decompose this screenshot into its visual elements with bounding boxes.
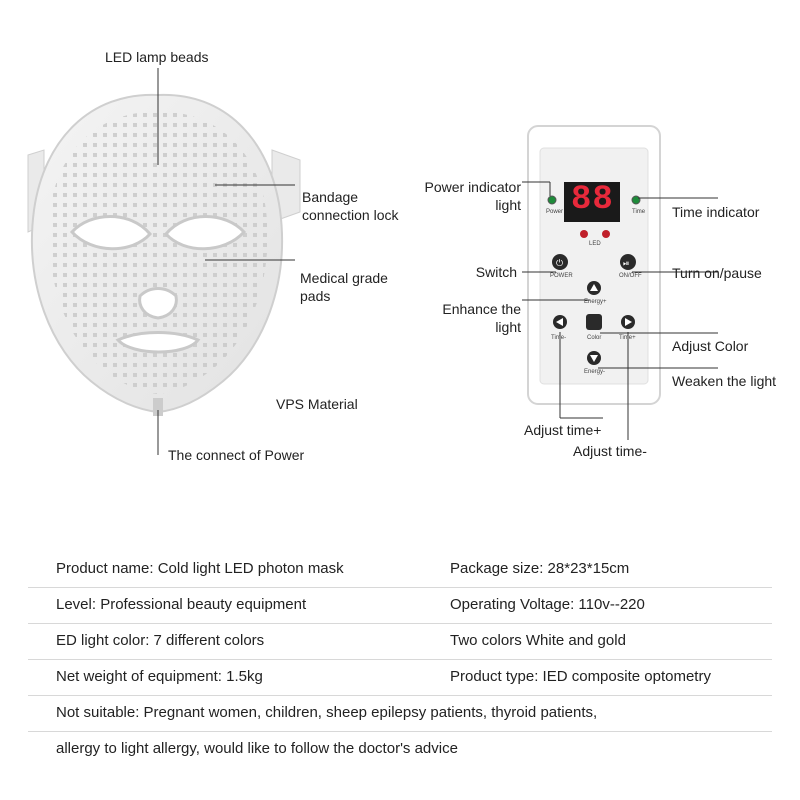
time-plus-button[interactable]: Time+ bbox=[619, 335, 636, 341]
label-small-time: Time bbox=[632, 209, 646, 215]
label-connect-of-power: The connect of Power bbox=[168, 447, 305, 463]
label-switch: Switch bbox=[475, 264, 517, 280]
power-button[interactable]: POWER bbox=[550, 273, 573, 279]
label-medical-grade-pads: Medical grade pads bbox=[300, 270, 388, 304]
energy-minus-button[interactable]: Energy- bbox=[584, 369, 606, 375]
spec-row bbox=[28, 695, 772, 732]
label-bandage-connection-lock: Bandage connection lock bbox=[302, 189, 399, 223]
mask-nose bbox=[140, 289, 177, 319]
onoff-button[interactable]: ON/OFF bbox=[619, 273, 642, 279]
spec-cell: Package size: 28*23*15cm bbox=[450, 560, 630, 577]
display-digits: 88 bbox=[571, 181, 614, 219]
svg-text:⏯: ⏯ bbox=[623, 259, 630, 268]
spec-note-line: Not suitable: Pregnant women, children, sheep epilepsy patients, thyroid patients, bbox=[56, 704, 598, 721]
mask-mouth bbox=[118, 333, 198, 353]
spec-cell: Operating Voltage: 110v--220 bbox=[450, 596, 645, 613]
label-weaken-the-light: Weaken the light bbox=[672, 373, 777, 389]
spec-cell: Level: Professional beauty equipment bbox=[56, 596, 307, 613]
label-small-led: LED bbox=[589, 241, 601, 247]
label-vps-material: VPS Material bbox=[276, 396, 358, 412]
label-time-indicator: Time indicator bbox=[672, 204, 760, 220]
spec-note-line: allergy to light allergy, would like to follow the doctor's advice bbox=[56, 740, 458, 757]
spec-cell: Two colors White and gold bbox=[450, 632, 626, 649]
energy-plus-button[interactable]: Energy+ bbox=[584, 299, 607, 305]
spec-row bbox=[28, 623, 772, 660]
spec-row bbox=[28, 551, 772, 588]
svg-text:⏻: ⏻ bbox=[556, 258, 564, 268]
color-button[interactable]: Color bbox=[587, 335, 602, 341]
spec-row bbox=[28, 659, 772, 696]
spec-cell: Product type: IED composite optometry bbox=[450, 668, 711, 685]
label-led-lamp-beads: LED lamp beads bbox=[105, 49, 209, 65]
spec-row bbox=[28, 731, 772, 767]
label-adjust-color: Adjust Color bbox=[672, 338, 749, 354]
label-adjust-time-plus: Adjust time+ bbox=[524, 422, 602, 438]
time-indicator-light bbox=[632, 196, 640, 204]
label-enhance-the-light: Enhance the light bbox=[442, 301, 521, 335]
spec-row bbox=[28, 587, 772, 624]
spec-cell: ED light color: 7 different colors bbox=[56, 632, 265, 649]
power-indicator-light bbox=[548, 196, 556, 204]
label-small-power: Power bbox=[546, 209, 564, 215]
spec-cell: Product name: Cold light LED photon mask bbox=[56, 560, 344, 577]
time-minus-button[interactable]: Time- bbox=[551, 335, 567, 341]
label-adjust-time-minus: Adjust time- bbox=[573, 443, 647, 459]
spec-cell: Net weight of equipment: 1.5kg bbox=[56, 668, 263, 685]
label-turn-on-pause: Turn on/pause bbox=[672, 265, 762, 281]
label-power-indicator-light: Power indicator light bbox=[424, 179, 521, 213]
